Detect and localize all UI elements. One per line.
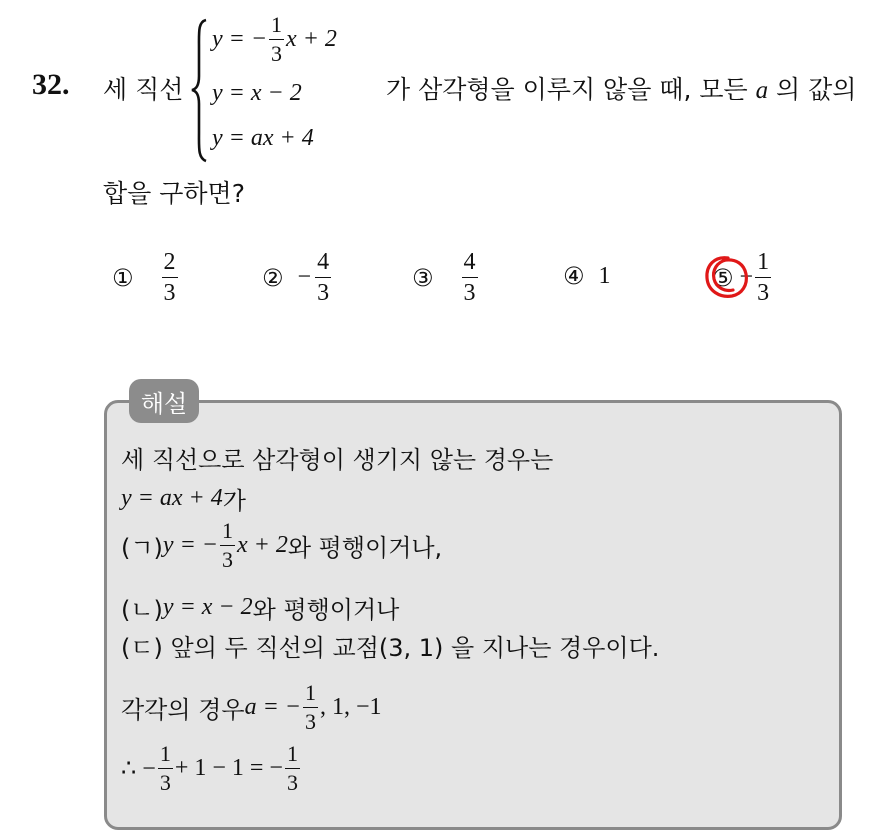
choice-5-den: 3 [757, 280, 770, 306]
solution-line-5: (ㄷ) 앞의 두 직선의 교점(3, 1) 을 지나는 경우이다. [121, 634, 660, 662]
eq1-fraction [269, 14, 284, 65]
line3-text: 와 평행이거나, [287, 534, 443, 562]
question-continuation: 합을 구하면? [103, 179, 245, 208]
line7-num-1: 1 [158, 743, 173, 769]
line3-den: 3 [221, 547, 233, 572]
choice-3-marker: ③ [412, 263, 434, 292]
equation-1 [212, 14, 337, 65]
solution-line-1: 세 직선으로 삼각형이 생기지 않는 경우는 [121, 446, 554, 474]
solution-label: 해설 [129, 379, 199, 423]
eq1-den: 3 [271, 41, 283, 66]
choice-1[interactable] [112, 250, 178, 305]
question-number: 32. [32, 68, 70, 101]
solution-line-7 [121, 743, 302, 794]
line7-num-2: 1 [285, 743, 300, 769]
line2-text: 가 [222, 487, 246, 515]
question-prefix: 세 직선 [103, 75, 184, 104]
eq1-num: 1 [269, 14, 284, 40]
line7-den-2: 3 [286, 770, 298, 795]
question-suffix-text-2: 의 값의 [776, 75, 857, 104]
choice-2-fraction [315, 250, 331, 305]
choice-2-value [298, 250, 332, 305]
choice-2-marker: ② [262, 263, 284, 292]
line6-lhs: a = − [244, 694, 301, 720]
solution-line-4 [121, 590, 399, 625]
choice-4-value: 1 [598, 262, 611, 289]
choice-5-marker: ⑤ [712, 263, 734, 292]
equation-3 [212, 125, 314, 152]
question-variable: a [755, 77, 769, 104]
choice-3-den: 3 [463, 280, 476, 306]
choice-1-den: 3 [163, 280, 176, 306]
choice-1-num: 2 [162, 250, 178, 278]
choice-5-num: 1 [755, 250, 771, 278]
line7-fraction-2 [285, 743, 300, 794]
choice-4[interactable] [563, 262, 611, 290]
solution-line-3 [121, 520, 442, 571]
line3-rhs: x + 2 [236, 532, 288, 558]
system-brace [190, 18, 210, 163]
line6-den: 3 [304, 709, 316, 734]
line7-mid: + 1 − 1 = − [174, 755, 283, 781]
equation-2 [212, 80, 302, 107]
eq1-rhs: x + 2 [286, 26, 337, 52]
line7-den-1: 3 [159, 770, 171, 795]
line3-num: 1 [220, 520, 235, 546]
choice-5-fraction [755, 250, 771, 305]
choice-3-fraction [462, 250, 478, 305]
line7-fraction-1 [158, 743, 173, 794]
eq2-text: y = x − 2 [212, 80, 302, 106]
choice-3-num: 4 [462, 250, 478, 278]
choice-5-sign: − [739, 264, 754, 290]
line6-pre: 각각의 경우 [121, 696, 245, 724]
choice-1-fraction [162, 250, 178, 305]
line3-pre: (ㄱ) [121, 534, 163, 562]
choice-2[interactable] [262, 250, 331, 305]
question-suffix-text: 가 삼각형을 이루지 않을 때, 모든 [386, 75, 748, 104]
line3-lhs: y = − [162, 532, 218, 558]
choice-2-den: 3 [317, 280, 330, 306]
line6-rhs: , 1, −1 [319, 694, 382, 720]
choice-2-sign: − [297, 264, 312, 290]
choice-3[interactable] [412, 250, 478, 305]
line3-fraction [220, 520, 235, 571]
line7-pre: ∴ − [121, 756, 156, 782]
line2-math: y = ax + 4 [121, 485, 223, 511]
line6-fraction [303, 682, 318, 733]
eq3-text: y = ax + 4 [212, 125, 314, 151]
question-suffix [386, 70, 856, 106]
solution-line-2 [121, 481, 246, 516]
eq1-lhs: y = − [212, 26, 268, 52]
answer-circle-mark [702, 252, 752, 302]
choice-1-marker: ① [112, 263, 134, 292]
choice-2-num: 4 [315, 250, 331, 278]
choice-4-marker: ④ [563, 262, 585, 290]
line4-pre: (ㄴ) [121, 596, 163, 624]
solution-line-6 [121, 682, 382, 733]
line4-math: y = x − 2 [162, 594, 253, 620]
line6-num: 1 [303, 682, 318, 708]
line4-text: 와 평행이거나 [252, 596, 400, 624]
